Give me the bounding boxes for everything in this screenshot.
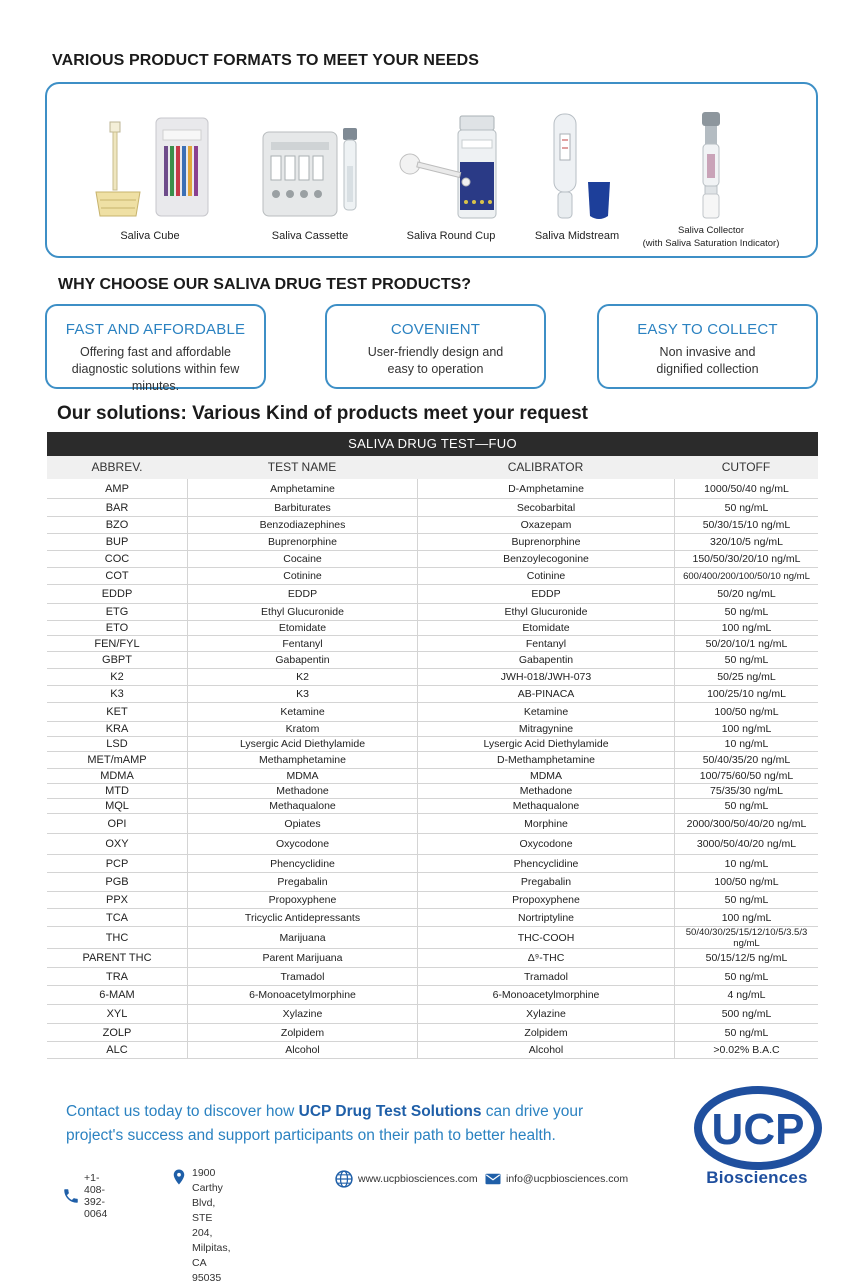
cell-abbrev: KRA — [105, 723, 129, 735]
cell-cutoff: 10 ng/mL — [674, 737, 818, 751]
logo-name: Biosciences — [706, 1168, 808, 1187]
cell-cutoff: 50/20 ng/mL — [674, 585, 818, 603]
saliva-cube-image — [90, 112, 210, 222]
table-row — [47, 855, 818, 873]
cell-cutoff: 320/10/5 ng/mL — [674, 534, 818, 550]
table-row — [47, 621, 818, 636]
cell-calibrator: JWH-018/JWH-073 — [417, 669, 674, 685]
cell-abbrev: COC — [104, 553, 130, 565]
cell-abbrev: OXY — [105, 838, 129, 850]
cell-test-name: Pregabalin — [187, 873, 417, 891]
cell-abbrev: MQL — [105, 800, 129, 812]
cell-test-name: Alcohol — [187, 1042, 417, 1058]
feature-title: COVENIENT — [390, 321, 481, 338]
product-saliva-collector — [641, 84, 781, 256]
cell-calibrator: Mitragynine — [417, 722, 674, 736]
cell-cutoff: 150/50/30/20/10 ng/mL — [674, 551, 818, 567]
cell-cutoff: 10 ng/mL — [674, 855, 818, 872]
cell-cutoff: 50/15/12/5 ng/mL — [674, 949, 818, 967]
cell-calibrator: Gabapentin — [417, 652, 674, 668]
cell-cutoff: 50/40/30/25/15/12/10/5/3.5/3 ng/mL — [674, 927, 818, 948]
cell-calibrator: Oxazepam — [417, 517, 674, 533]
product-saliva-midstream — [521, 84, 633, 256]
header-abbrev: ABBREV. — [91, 460, 143, 474]
product-label-sub: (with Saliva Saturation Indicator) — [642, 238, 780, 249]
cell-abbrev: BAR — [105, 501, 129, 514]
feature-title: FAST AND AFFORDABLE — [65, 321, 246, 338]
cell-cutoff: 100 ng/mL — [674, 722, 818, 736]
cell-test-name: Methadone — [187, 784, 417, 798]
table-title: SALIVA DRUG TEST—FUO — [47, 432, 818, 456]
cell-abbrev: MDMA — [100, 770, 134, 782]
table-row — [47, 479, 818, 499]
product-saliva-cassette — [245, 84, 375, 256]
cell-cutoff: 2000/300/50/40/20 ng/mL — [674, 814, 818, 833]
saliva-round-cup-image — [396, 112, 506, 222]
cell-calibrator: Cotinine — [417, 568, 674, 584]
cell-cutoff: 50 ng/mL — [674, 968, 818, 985]
cell-calibrator: Pregabalin — [417, 873, 674, 891]
footer-email-text: info@ucpbiosciences.com — [506, 1173, 629, 1185]
cell-calibrator: Oxycodone — [417, 834, 674, 854]
cell-calibrator: Fentanyl — [417, 636, 674, 651]
cell-abbrev: PCP — [105, 857, 129, 870]
cell-abbrev: FEN/FYL — [94, 637, 140, 650]
cell-test-name: Buprenorphine — [187, 534, 417, 550]
cell-cutoff: 75/35/30 ng/mL — [674, 784, 818, 798]
saliva-midstream-image — [532, 112, 622, 222]
cell-test-name: Benzodiazephines — [187, 517, 417, 533]
product-label: Saliva Cassette — [271, 230, 349, 242]
cell-abbrev: 6-MAM — [99, 989, 135, 1001]
contact-before: Contact us today to discover how — [66, 1103, 299, 1120]
table-row — [47, 652, 818, 669]
product-label: Saliva Midstream — [534, 230, 620, 242]
drug-test-table — [47, 432, 818, 1059]
cell-calibrator: Methadone — [417, 784, 674, 798]
cell-test-name: MDMA — [187, 769, 417, 783]
table-row — [47, 669, 818, 686]
saliva-collector-image — [686, 110, 736, 222]
cell-calibrator: Alcohol — [417, 1042, 674, 1058]
cell-calibrator: Δ⁹-THC — [417, 949, 674, 967]
table-row — [47, 814, 818, 834]
table-header-row — [47, 456, 818, 479]
table-row — [47, 799, 818, 814]
cell-calibrator: D-Amphetamine — [417, 479, 674, 498]
product-saliva-round-cup — [391, 84, 511, 256]
cell-calibrator: Methaqualone — [417, 799, 674, 813]
cell-abbrev: XYL — [106, 1008, 128, 1020]
table-row — [47, 568, 818, 585]
feature-desc: User-friendly design and easy to operation — [367, 345, 504, 376]
cell-cutoff: 100 ng/mL — [674, 621, 818, 635]
cell-calibrator: D-Methamphetamine — [417, 752, 674, 768]
table-row — [47, 752, 818, 769]
cell-test-name: Fentanyl — [187, 636, 417, 651]
table-row — [47, 873, 818, 892]
cell-test-name: Cocaine — [187, 551, 417, 567]
solutions-title: Our solutions: Various Kind of products meet your request — [57, 403, 589, 424]
cell-abbrev: TRA — [106, 970, 128, 983]
table-row — [47, 909, 818, 927]
cell-test-name: Tramadol — [187, 968, 417, 985]
cell-calibrator: EDDP — [417, 585, 674, 603]
footer-address-line1: 1900 Carthy Blvd, STE 204, — [192, 1167, 223, 1239]
table-row — [47, 834, 818, 855]
cell-test-name: Methaqualone — [187, 799, 417, 813]
footer-address — [170, 1166, 231, 1286]
product-label — [641, 224, 781, 250]
cell-abbrev: ZOLP — [102, 1026, 132, 1039]
table-row — [47, 784, 818, 799]
cell-calibrator: Zolpidem — [417, 1024, 674, 1041]
cell-test-name: Parent Marijuana — [187, 949, 417, 967]
cell-cutoff: 500 ng/mL — [674, 1005, 818, 1023]
table-row — [47, 949, 818, 968]
cell-abbrev: OPI — [107, 817, 127, 830]
why-title: WHY CHOOSE OUR SALIVA DRUG TEST PRODUCTS? — [58, 276, 472, 293]
footer-phone-text: +1-408-392-0064 — [84, 1172, 108, 1220]
cell-abbrev: PPX — [105, 894, 128, 906]
cell-test-name: Opiates — [187, 814, 417, 833]
cell-cutoff: 100/50 ng/mL — [674, 873, 818, 891]
cell-test-name: K2 — [187, 669, 417, 685]
feature-card-convenient — [325, 304, 546, 389]
table-row — [47, 534, 818, 551]
table-row — [47, 737, 818, 752]
table-row — [47, 636, 818, 652]
product-label: Saliva Cube — [120, 230, 180, 242]
cell-cutoff: 50/40/35/20 ng/mL — [674, 752, 818, 768]
footer-phone[interactable] — [62, 1172, 107, 1220]
table-row — [47, 585, 818, 604]
cell-test-name: Xylazine — [187, 1005, 417, 1023]
table-row — [47, 551, 818, 568]
cell-test-name: Kratom — [187, 722, 417, 736]
cell-calibrator: Phencyclidine — [417, 855, 674, 872]
formats-title: VARIOUS PRODUCT FORMATS TO MEET YOUR NEEDS — [52, 52, 480, 69]
cell-abbrev: K2 — [110, 671, 124, 683]
contact-brand: UCP Drug Test Solutions — [298, 1103, 482, 1120]
product-formats-panel — [45, 82, 818, 258]
globe-icon — [334, 1169, 354, 1189]
cell-calibrator: Propoxyphene — [417, 892, 674, 908]
cell-cutoff: 100/75/60/50 ng/mL — [674, 769, 818, 783]
cell-cutoff: 50/30/15/10 ng/mL — [674, 517, 818, 533]
cell-calibrator: 6-Monoacetylmorphine — [417, 986, 674, 1004]
feature-card-fast — [45, 304, 266, 393]
cell-calibrator: Benzoylecogonine — [417, 551, 674, 567]
cell-calibrator: AB-PINACA — [417, 686, 674, 702]
cell-test-name: Cotinine — [187, 568, 417, 584]
cell-test-name: 6-Monoacetylmorphine — [187, 986, 417, 1004]
feature-desc: Offering fast and affordable diagnostic solutions within few minutes. — [71, 345, 240, 393]
cell-cutoff: 50/25 ng/mL — [674, 669, 818, 685]
table-row — [47, 499, 818, 517]
cell-abbrev: KET — [106, 706, 128, 718]
cell-cutoff: 100 ng/mL — [674, 909, 818, 926]
cell-cutoff: >0.02% B.A.C — [674, 1042, 818, 1058]
cell-abbrev: TCA — [106, 911, 128, 924]
cell-test-name: Propoxyphene — [187, 892, 417, 908]
contact-after: can drive your project's success and support participants on their path to better health. — [66, 1103, 584, 1144]
cell-cutoff: 50 ng/mL — [674, 892, 818, 908]
table-body — [47, 479, 818, 1059]
cell-cutoff: 1000/50/40 ng/mL — [674, 479, 818, 498]
contact-text — [66, 1100, 626, 1148]
cell-calibrator: MDMA — [417, 769, 674, 783]
cell-abbrev: EDDP — [101, 588, 133, 600]
table-row — [47, 686, 818, 703]
phone-icon — [62, 1187, 80, 1205]
cell-cutoff: 50 ng/mL — [674, 1024, 818, 1041]
cell-cutoff: 50/20/10/1 ng/mL — [674, 636, 818, 651]
cell-test-name: Ketamine — [187, 703, 417, 721]
feature-desc: Non invasive and dignified collection — [656, 345, 759, 376]
cell-abbrev: THC — [105, 931, 129, 944]
cell-abbrev: PGB — [105, 876, 129, 888]
cell-calibrator: Etomidate — [417, 621, 674, 635]
table-row — [47, 1042, 818, 1059]
cell-calibrator: Buprenorphine — [417, 534, 674, 550]
cell-cutoff: 50 ng/mL — [674, 652, 818, 668]
cell-abbrev: ETO — [105, 622, 129, 634]
header-test-name: TEST NAME — [267, 460, 337, 474]
cell-abbrev: ALC — [106, 1044, 128, 1056]
cell-test-name: Zolpidem — [187, 1024, 417, 1041]
cell-abbrev: ETG — [105, 606, 129, 618]
table-row — [47, 986, 818, 1005]
cell-test-name: Oxycodone — [187, 834, 417, 854]
cell-test-name: EDDP — [187, 585, 417, 603]
table-row — [47, 517, 818, 534]
cell-test-name: Barbiturates — [187, 499, 417, 516]
cell-test-name: Amphetamine — [187, 479, 417, 498]
cell-calibrator: THC-COOH — [417, 927, 674, 948]
cell-cutoff: 4 ng/mL — [674, 986, 818, 1004]
feature-card-easy — [597, 304, 818, 389]
cell-calibrator: Lysergic Acid Diethylamide — [417, 737, 674, 751]
cell-abbrev: LSD — [106, 738, 128, 750]
cell-test-name: Marijuana — [187, 927, 417, 948]
footer-website-text: www.ucpbiosciences.com — [358, 1173, 478, 1185]
cell-calibrator: Ketamine — [417, 703, 674, 721]
cell-abbrev: BUP — [105, 536, 129, 548]
cell-calibrator: Nortriptyline — [417, 909, 674, 926]
cell-abbrev: COT — [105, 570, 129, 582]
cell-cutoff: 600/400/200/100/50/10 ng/mL — [674, 568, 818, 584]
cell-test-name: Tricyclic Antidepressants — [187, 909, 417, 926]
saliva-cassette-image — [255, 122, 365, 222]
footer-address-line2: Milpitas, CA 95035 — [192, 1242, 231, 1284]
product-label: Saliva Round Cup — [406, 230, 496, 242]
feature-title: EASY TO COLLECT — [637, 321, 778, 338]
cell-abbrev: MET/mAMP — [87, 754, 147, 766]
table-row — [47, 968, 818, 986]
cell-abbrev: PARENT THC — [82, 952, 152, 964]
cell-cutoff: 50 ng/mL — [674, 799, 818, 813]
table-row — [47, 892, 818, 909]
table-row — [47, 722, 818, 737]
cell-cutoff: 50 ng/mL — [674, 499, 818, 516]
cell-calibrator: Tramadol — [417, 968, 674, 985]
header-calibrator: CALIBRATOR — [507, 460, 584, 474]
cell-cutoff: 100/25/10 ng/mL — [674, 686, 818, 702]
table-row — [47, 604, 818, 621]
cell-abbrev: AMP — [105, 482, 129, 495]
header-cutoff: CUTOFF — [721, 460, 771, 474]
cell-test-name: Lysergic Acid Diethylamide — [187, 737, 417, 751]
cell-abbrev: K3 — [110, 688, 124, 700]
footer-website[interactable] — [334, 1169, 478, 1189]
cell-test-name: Etomidate — [187, 621, 417, 635]
table-row — [47, 927, 818, 949]
cell-test-name: Methamphetamine — [187, 752, 417, 768]
footer-email[interactable] — [484, 1170, 628, 1188]
cell-calibrator: Secobarbital — [417, 499, 674, 516]
table-row — [47, 1005, 818, 1024]
cell-test-name: Gabapentin — [187, 652, 417, 668]
table-row — [47, 1024, 818, 1042]
cell-cutoff: 3000/50/40/20 ng/mL — [674, 834, 818, 854]
product-saliva-cube — [85, 84, 215, 256]
product-label-name: Saliva Collector — [678, 225, 744, 236]
logo-mark: UCP — [711, 1105, 805, 1154]
cell-cutoff: 50 ng/mL — [674, 604, 818, 620]
cell-abbrev: GBPT — [102, 654, 132, 666]
table-row — [47, 769, 818, 784]
cell-abbrev: BZO — [105, 519, 129, 531]
table-row — [47, 703, 818, 722]
cell-calibrator: Morphine — [417, 814, 674, 833]
cell-test-name: Phencyclidine — [187, 855, 417, 872]
cell-test-name: K3 — [187, 686, 417, 702]
cell-test-name: Ethyl Glucuronide — [187, 604, 417, 620]
cell-cutoff: 100/50 ng/mL — [674, 703, 818, 721]
location-pin-icon — [170, 1168, 188, 1186]
cell-abbrev: MTD — [105, 785, 129, 797]
cell-calibrator: Ethyl Glucuronide — [417, 604, 674, 620]
mail-icon — [484, 1170, 502, 1188]
cell-calibrator: Xylazine — [417, 1005, 674, 1023]
